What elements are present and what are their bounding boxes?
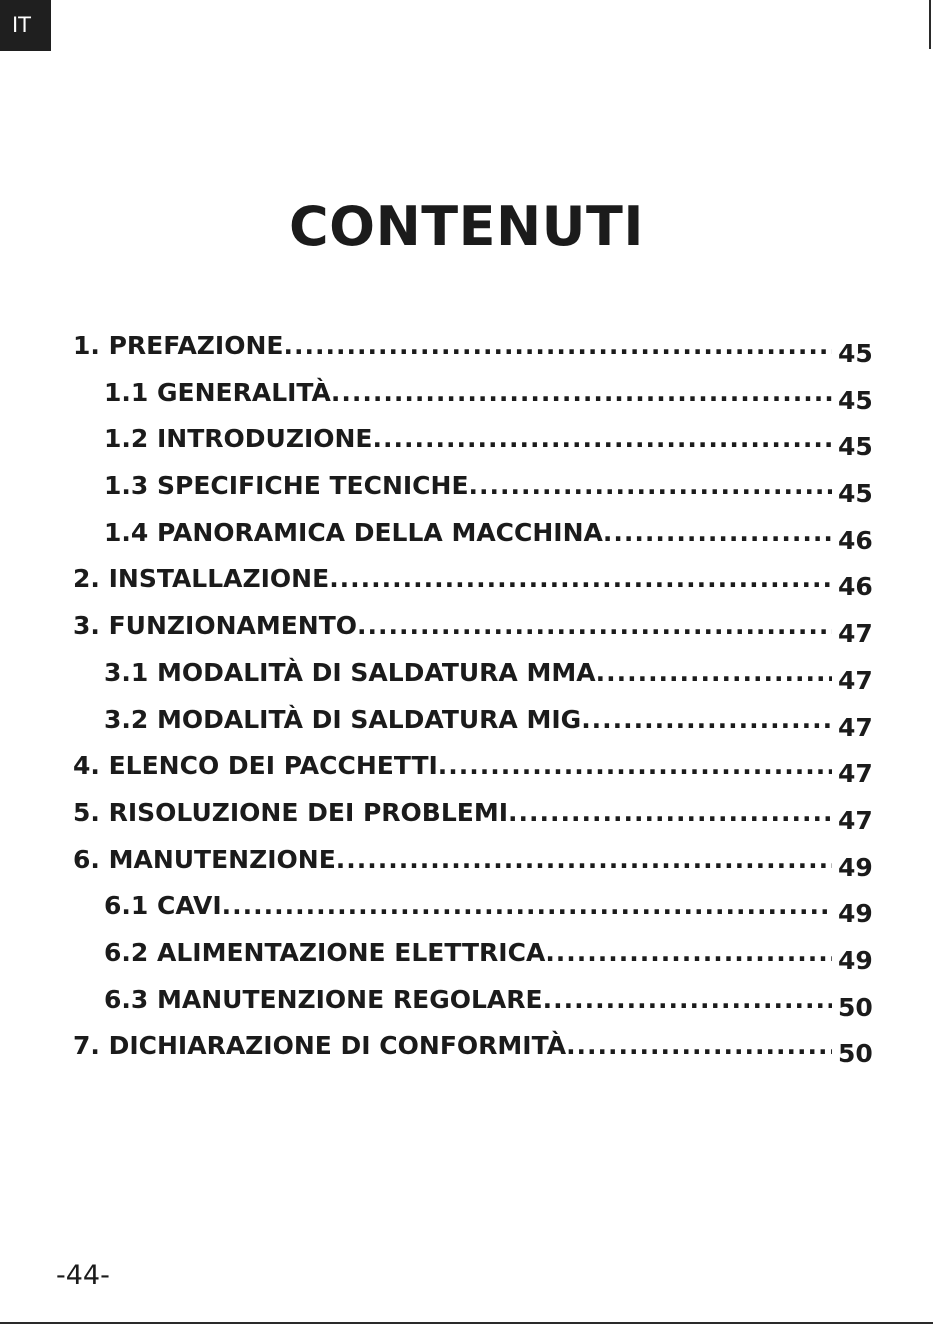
toc-entry[interactable]	[0, 793, 933, 840]
toc-entry[interactable]	[0, 466, 933, 513]
toc-entry-page: 49	[838, 945, 873, 975]
toc-dot-leader	[357, 610, 832, 642]
toc-entry-page: 45	[838, 432, 873, 462]
toc-dot-leader	[284, 330, 833, 362]
toc-entry-page: 49	[838, 899, 873, 929]
toc-dot-leader	[508, 797, 832, 829]
toc-entry-label: 6.3 MANUTENZIONE REGOLARE	[104, 984, 543, 1014]
toc-entry[interactable]	[0, 326, 933, 373]
toc-dot-leader	[329, 563, 832, 595]
table-of-contents	[0, 326, 933, 1073]
toc-entry-page: 46	[838, 525, 873, 555]
toc-entry-label: 3.2 MODALITÀ DI SALDATURA MIG	[104, 704, 582, 734]
toc-entry-label: 3. FUNZIONAMENTO	[73, 611, 358, 641]
toc-entry-label: 1.1 GENERALITÀ	[104, 377, 331, 407]
toc-entry-page: 50	[838, 992, 873, 1022]
toc-dot-leader	[222, 890, 832, 922]
toc-entry-label: 1.2 INTRODUZIONE	[104, 424, 373, 454]
toc-entry-label: 6. MANUTENZIONE	[73, 844, 336, 874]
toc-entry[interactable]	[0, 419, 933, 466]
toc-entry-page: 47	[838, 805, 873, 835]
toc-entry-label: 2. INSTALLAZIONE	[73, 564, 330, 594]
toc-dot-leader	[581, 704, 832, 736]
toc-entry-label: 1. PREFAZIONE	[73, 331, 284, 360]
toc-entry-page: 45	[838, 385, 873, 415]
toc-entry[interactable]	[0, 559, 933, 606]
page-number: -44-	[56, 1260, 110, 1291]
toc-entry-page: 49	[838, 852, 873, 882]
toc-dot-leader	[596, 657, 832, 689]
toc-entry[interactable]	[0, 933, 933, 980]
toc-entry-page: 45	[838, 339, 873, 368]
toc-entry-label: 4. ELENCO DEI PACCHETTI	[73, 751, 438, 781]
toc-entry-page: 47	[838, 712, 873, 742]
language-badge: IT	[0, 0, 51, 51]
toc-entry-label: 6.2 ALIMENTAZIONE ELETTRICA	[104, 937, 546, 967]
toc-entry-page: 46	[838, 572, 873, 602]
toc-entry[interactable]	[0, 373, 933, 420]
toc-entry-page: 50	[838, 1039, 873, 1069]
toc-entry-label: 6.1 CAVI	[104, 891, 222, 921]
toc-dot-leader	[469, 470, 832, 502]
toc-entry-label: 1.4 PANORAMICA DELLA MACCHINA	[104, 517, 603, 547]
toc-dot-leader	[543, 984, 832, 1016]
toc-entry-label: 7. DICHIARAZIONE DI CONFORMITÀ	[73, 1031, 567, 1061]
toc-entry[interactable]	[0, 840, 933, 887]
toc-entry-page: 45	[838, 479, 873, 509]
crop-mark	[929, 0, 931, 49]
toc-entry[interactable]	[0, 746, 933, 793]
page-title: CONTENUTI	[289, 195, 644, 258]
toc-dot-leader	[603, 517, 832, 549]
toc-entry-page: 47	[838, 665, 873, 695]
toc-entry[interactable]	[0, 980, 933, 1027]
toc-dot-leader	[438, 750, 832, 782]
toc-entry-label: 5. RISOLUZIONE DEI PROBLEMI	[73, 797, 509, 827]
toc-entry[interactable]	[0, 700, 933, 747]
toc-entry-page: 47	[838, 759, 873, 789]
toc-dot-leader	[545, 937, 832, 969]
toc-entry[interactable]	[0, 886, 933, 933]
toc-entry[interactable]	[0, 606, 933, 653]
toc-dot-leader	[373, 423, 832, 455]
toc-dot-leader	[331, 377, 832, 409]
toc-entry-page: 47	[838, 619, 873, 649]
toc-entry[interactable]	[0, 1026, 933, 1073]
toc-entry[interactable]	[0, 513, 933, 560]
toc-entry-label: 3.1 MODALITÀ DI SALDATURA MMA	[104, 657, 596, 687]
toc-entry-label: 1.3 SPECIFICHE TECNICHE	[104, 471, 469, 501]
toc-entry[interactable]	[0, 653, 933, 700]
toc-dot-leader	[336, 844, 832, 876]
toc-dot-leader	[566, 1030, 832, 1062]
